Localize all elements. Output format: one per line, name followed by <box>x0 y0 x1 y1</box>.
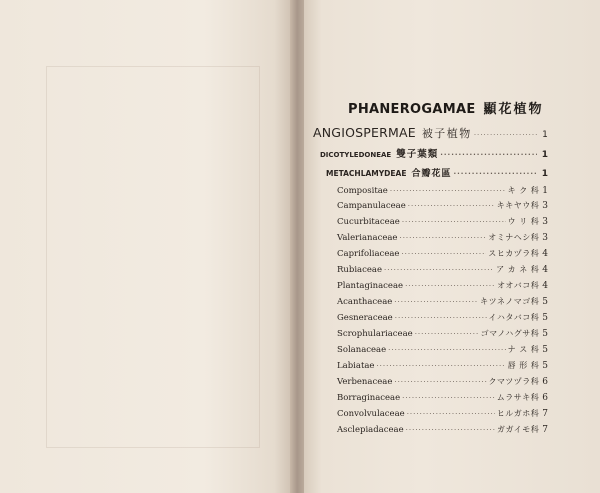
section-entry-metachlamydeae <box>326 166 548 179</box>
family-latin: Plantaginaceae <box>337 281 404 291</box>
dot-leader <box>408 202 495 210</box>
family-japanese: クマツヅラ科 <box>488 377 540 386</box>
family-page-number: 6 <box>542 393 548 403</box>
dot-leader <box>384 266 494 274</box>
family-entry <box>337 392 548 406</box>
family-page-number: 1 <box>542 186 548 196</box>
family-japanese: ガガイモ科 <box>497 425 540 434</box>
section-page-number: 1 <box>542 130 548 140</box>
family-entry <box>337 328 548 342</box>
family-entry <box>337 408 548 422</box>
family-latin: Verbenaceae <box>337 377 393 387</box>
heading-japanese: 顯花植物 <box>483 102 544 117</box>
dot-leader <box>453 170 536 178</box>
section-japanese: 雙子葉類 <box>396 149 439 160</box>
family-japanese: キツネノマゴ科 <box>480 297 540 306</box>
family-japanese: ウ リ 科 <box>507 217 540 226</box>
family-latin: Valerianaceae <box>337 233 398 243</box>
section-japanese: 被子植物 <box>421 127 472 140</box>
family-entry <box>337 312 548 326</box>
family-latin: Labiatae <box>337 361 375 371</box>
family-japanese: オミナヘシ科 <box>488 233 540 242</box>
family-japanese: ムラサキ科 <box>496 393 540 402</box>
family-page-number: 3 <box>542 217 548 227</box>
family-entry <box>337 200 548 214</box>
family-latin: Caprifoliaceae <box>337 249 400 259</box>
family-latin: Solanaceae <box>337 345 387 355</box>
family-page-number: 5 <box>542 297 548 307</box>
family-japanese: ゴマノハグサ科 <box>480 329 540 338</box>
family-latin: Borraginaceae <box>337 393 401 403</box>
family-page-number: 5 <box>542 345 548 355</box>
family-japanese: キキヤウ科 <box>496 201 540 210</box>
family-entry <box>337 424 548 438</box>
family-page-number: 5 <box>542 313 548 323</box>
dot-leader <box>415 330 479 338</box>
family-page-number: 7 <box>542 425 548 435</box>
family-latin: Rubiaceae <box>337 265 382 275</box>
section-page-number: 1 <box>541 169 548 179</box>
family-entry <box>337 360 548 374</box>
dot-leader <box>440 151 537 159</box>
section-entry-angiospermae <box>313 125 548 141</box>
family-latin: Campanulaceae <box>337 201 406 211</box>
dot-leader <box>407 410 495 418</box>
heading-latin: PHANEROGAMAE <box>348 102 476 117</box>
family-japanese: オオバコ科 <box>497 281 540 290</box>
section-entry-dicotyledoneae <box>320 146 548 160</box>
section-page-number: 1 <box>541 150 548 160</box>
family-page-number: 6 <box>542 377 548 387</box>
section-japanese: 合瓣花區 <box>411 169 452 179</box>
family-page-number: 5 <box>542 361 548 371</box>
family-latin: Scrophulariaceae <box>337 329 413 339</box>
dot-leader <box>395 314 487 322</box>
family-entry <box>337 232 548 246</box>
dot-leader <box>390 187 506 195</box>
dot-leader <box>402 218 506 226</box>
family-entry <box>337 376 548 390</box>
family-page-number: 4 <box>542 281 548 291</box>
family-entry <box>337 344 548 358</box>
family-entry <box>337 280 548 294</box>
family-japanese: イハタバコ科 <box>488 313 540 322</box>
family-page-number: 7 <box>542 409 548 419</box>
family-latin: Gesneraceae <box>337 313 393 323</box>
family-page-number: 5 <box>542 329 548 339</box>
family-entry <box>337 296 548 310</box>
left-page-blank <box>0 0 292 493</box>
family-entry <box>337 264 548 278</box>
dot-leader <box>399 234 486 242</box>
dot-leader <box>402 394 495 402</box>
family-page-number: 3 <box>542 201 548 211</box>
dot-leader <box>401 250 486 258</box>
family-page-number: 4 <box>542 249 548 259</box>
family-page-number: 4 <box>542 265 548 275</box>
dot-leader <box>405 282 495 290</box>
family-japanese: ヒルガホ科 <box>496 409 540 418</box>
family-page-number: 3 <box>542 233 548 243</box>
family-entry <box>337 185 548 199</box>
section-latin: DICOTYLEDONEAE <box>320 151 392 159</box>
family-entry <box>337 248 548 262</box>
dot-leader <box>376 362 505 370</box>
contents-heading <box>348 98 568 117</box>
family-japanese: ナ ス 科 <box>507 345 540 354</box>
dot-leader <box>394 378 486 386</box>
dot-leader <box>388 346 506 354</box>
section-latin: METACHLAMYDEAE <box>326 169 407 178</box>
left-page-frame <box>46 66 260 448</box>
family-latin: Cucurbitaceae <box>337 217 400 227</box>
dot-leader <box>394 298 478 306</box>
section-latin: ANGIOSPERMAE <box>313 125 416 140</box>
family-latin: Acanthaceae <box>337 297 393 307</box>
dot-leader <box>474 131 537 139</box>
family-entry <box>337 216 548 230</box>
family-japanese: スヒカヅラ科 <box>488 249 540 258</box>
dot-leader <box>406 426 495 434</box>
family-latin: Asclepiadaceae <box>337 425 404 435</box>
family-japanese: 唇 形 科 <box>507 361 540 370</box>
family-japanese: ア カ ネ 科 <box>496 265 540 274</box>
family-latin: Compositae <box>337 186 388 196</box>
family-latin: Convolvulaceae <box>337 409 405 419</box>
family-japanese: キ ク 科 <box>507 186 540 195</box>
